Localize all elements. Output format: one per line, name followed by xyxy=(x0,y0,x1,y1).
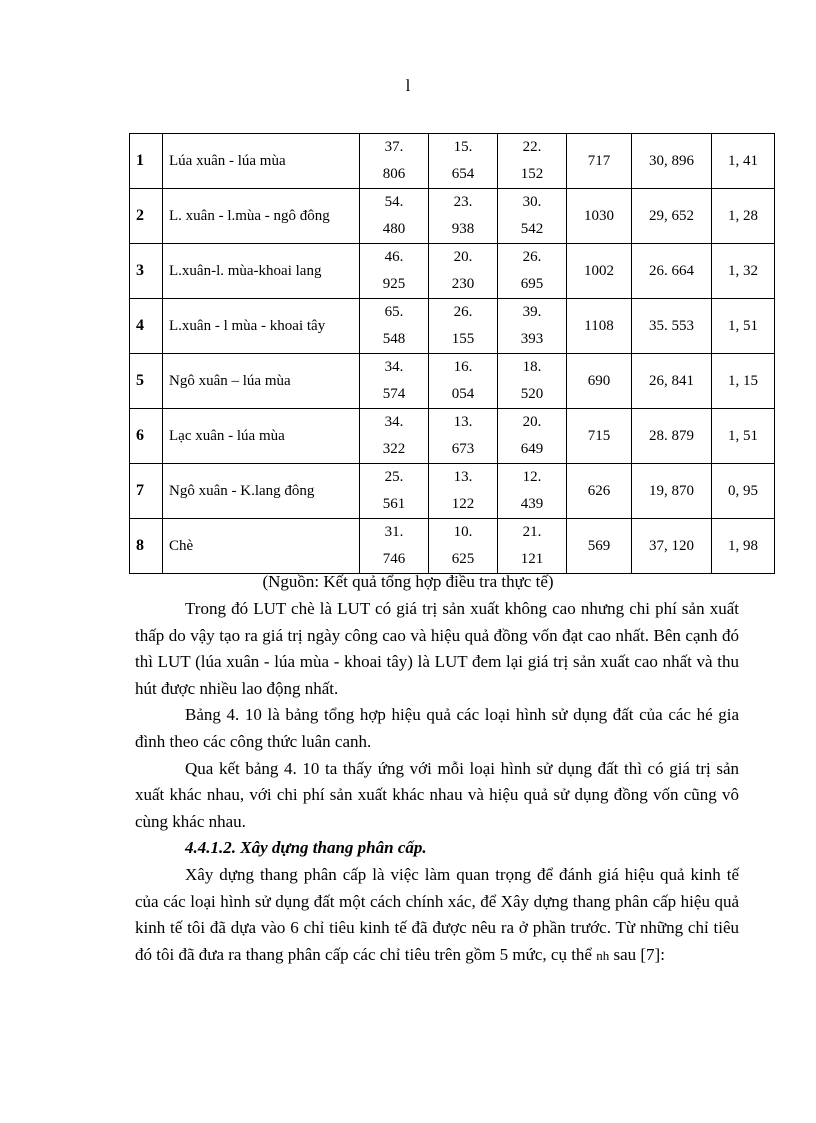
value-gtsx-part: 925 xyxy=(382,276,406,292)
body-text xyxy=(135,596,739,969)
value-cpsx-part: 625 xyxy=(451,551,475,567)
row-number: 5 xyxy=(130,354,163,409)
value-cpsx-part: 155 xyxy=(451,331,475,347)
row-number: 8 xyxy=(130,519,163,574)
value-cpsx-part: 15. xyxy=(453,139,473,155)
capital-efficiency: 1, 32 xyxy=(712,244,775,299)
paragraph-4-text: Xây dựng thang phân cấp là việc làm quan trọng để đánh giá hiệu quả kinh tế của các loại hình sử dụng đất một cách chính xác, để Xây dựng thang phân cấp hiệu quả kinh tế tôi đã dựa vào 6 chỉ tiêu kinh tế đã được nêu ra ở phần trước. Từ những chỉ tiêu đó tôi đã đưa ra thang phân cấp các chỉ tiêu trên gồm 5 mức, cụ thể xyxy=(135,864,739,964)
table-row xyxy=(130,354,775,409)
value-gtsx-part: 34. xyxy=(384,359,404,375)
value-gtgt xyxy=(498,244,567,299)
value-cpsx xyxy=(429,244,498,299)
row-number: 7 xyxy=(130,464,163,519)
value-cpsx xyxy=(429,519,498,574)
value-cpsx xyxy=(429,464,498,519)
value-gtsx-part: 806 xyxy=(382,166,406,182)
table-row xyxy=(130,409,775,464)
value-gtgt xyxy=(498,134,567,189)
value-cpsx-part: 054 xyxy=(451,386,475,402)
value-gtsx-part: 37. xyxy=(384,139,404,155)
value-gtsx xyxy=(360,299,429,354)
paragraph-2: Bảng 4. 10 là bảng tổng hợp hiệu quả các loại hình sử dụng đất của các hé gia đình theo các công thức luân canh. xyxy=(135,705,739,751)
value-gtsx-part: 480 xyxy=(382,221,406,237)
value-gtsx xyxy=(360,134,429,189)
row-number: 3 xyxy=(130,244,163,299)
capital-efficiency: 1, 51 xyxy=(712,409,775,464)
value-gtgt-part: 439 xyxy=(520,496,544,512)
value-gtgt-part: 26. xyxy=(522,249,542,265)
value-per-workday: 26. 664 xyxy=(632,244,712,299)
value-gtsx xyxy=(360,519,429,574)
value-gtgt-part: 695 xyxy=(520,276,544,292)
value-cpsx-part: 122 xyxy=(451,496,475,512)
capital-efficiency: 1, 41 xyxy=(712,134,775,189)
value-per-workday: 19, 870 xyxy=(632,464,712,519)
value-cpsx-part: 20. xyxy=(453,249,473,265)
value-gtgt xyxy=(498,189,567,244)
value-gtgt-part: 520 xyxy=(520,386,544,402)
value-gtsx-part: 25. xyxy=(384,469,404,485)
value-gtsx xyxy=(360,409,429,464)
value-cpsx xyxy=(429,134,498,189)
value-gtgt xyxy=(498,299,567,354)
table-body xyxy=(130,134,775,574)
labor-days: 715 xyxy=(567,409,632,464)
table-row xyxy=(130,519,775,574)
labor-days: 1030 xyxy=(567,189,632,244)
table-row xyxy=(130,134,775,189)
value-per-workday: 37, 120 xyxy=(632,519,712,574)
value-cpsx-part: 13. xyxy=(453,469,473,485)
value-gtgt-part: 649 xyxy=(520,441,544,457)
value-per-workday: 30, 896 xyxy=(632,134,712,189)
paragraph-4-end: sau [7]: xyxy=(613,944,665,964)
value-gtsx xyxy=(360,354,429,409)
row-number: 6 xyxy=(130,409,163,464)
land-use-type: L. xuân - l.mùa - ngô đông xyxy=(163,189,360,244)
land-use-type: L.xuân-l. mùa-khoai lang xyxy=(163,244,360,299)
land-use-type: Chè xyxy=(163,519,360,574)
table-row xyxy=(130,189,775,244)
labor-days: 1002 xyxy=(567,244,632,299)
capital-efficiency: 1, 15 xyxy=(712,354,775,409)
labor-days: 626 xyxy=(567,464,632,519)
row-number: 2 xyxy=(130,189,163,244)
value-gtgt xyxy=(498,354,567,409)
section-heading: 4.4.1.2. Xây dựng thang phân cấp. xyxy=(185,838,427,858)
data-table xyxy=(129,133,775,574)
value-gtsx-part: 561 xyxy=(382,496,406,512)
value-cpsx-part: 654 xyxy=(451,166,475,182)
labor-days: 1108 xyxy=(567,299,632,354)
value-cpsx xyxy=(429,299,498,354)
value-gtsx-part: 46. xyxy=(384,249,404,265)
labor-days: 569 xyxy=(567,519,632,574)
value-gtsx-part: 31. xyxy=(384,524,404,540)
value-cpsx xyxy=(429,354,498,409)
value-gtsx-part: 65. xyxy=(384,304,404,320)
paragraph-4-small: nh xyxy=(596,947,610,963)
land-use-type: L.xuân - l mùa - khoai tây xyxy=(163,299,360,354)
paragraph-3: Qua kết bảng 4. 10 ta thấy ứng với mỗi loại hình sử dụng đất thì có giá trị sản xuất khác nhau, với chi phí sản xuất khác nhau và hiệu quả sử dụng đồng vốn cũng vô cùng khác nhau. xyxy=(135,758,739,831)
value-gtgt-part: 18. xyxy=(522,359,542,375)
value-gtgt-part: 152 xyxy=(520,166,544,182)
labor-days: 717 xyxy=(567,134,632,189)
capital-efficiency: 0, 95 xyxy=(712,464,775,519)
value-gtgt-part: 39. xyxy=(522,304,542,320)
value-gtgt-part: 12. xyxy=(522,469,542,485)
table-row xyxy=(130,244,775,299)
value-gtsx-part: 34. xyxy=(384,414,404,430)
value-gtgt-part: 542 xyxy=(520,221,544,237)
value-gtsx-part: 548 xyxy=(382,331,406,347)
page-number: l xyxy=(405,76,411,95)
value-gtsx xyxy=(360,189,429,244)
land-use-type: Ngô xuân - K.lang đông xyxy=(163,464,360,519)
table-row xyxy=(130,299,775,354)
paragraph-1: Trong đó LUT chè là LUT có giá trị sản xuất không cao nhưng chi phí sản xuất thấp do vậy tạo ra giá trị ngày công cao và hiệu quả đồng vốn đạt cao nhất. Bên cạnh đó thì LUT (lúa xuân - lúa mùa - khoai tây) là LUT đem lại giá trị sản xuất cao nhất và thu hút được nhiều lao động nhất. xyxy=(135,599,739,698)
value-gtgt xyxy=(498,409,567,464)
value-cpsx-part: 13. xyxy=(453,414,473,430)
value-gtsx-part: 746 xyxy=(382,551,406,567)
value-gtsx xyxy=(360,464,429,519)
value-gtgt-part: 22. xyxy=(522,139,542,155)
table-source: (Nguồn: Kết quả tổng hợp điều tra thực tế) xyxy=(262,572,554,591)
value-gtgt-part: 121 xyxy=(520,551,544,567)
labor-days: 690 xyxy=(567,354,632,409)
land-use-type: Lúa xuân - lúa mùa xyxy=(163,134,360,189)
value-gtsx-part: 574 xyxy=(382,386,406,402)
value-gtgt-part: 21. xyxy=(522,524,542,540)
land-use-type: Ngô xuân – lúa mùa xyxy=(163,354,360,409)
value-cpsx-part: 16. xyxy=(453,359,473,375)
value-gtgt-part: 20. xyxy=(522,414,542,430)
row-number: 1 xyxy=(130,134,163,189)
value-gtsx xyxy=(360,244,429,299)
capital-efficiency: 1, 98 xyxy=(712,519,775,574)
value-gtgt-part: 393 xyxy=(520,331,544,347)
value-cpsx-part: 26. xyxy=(453,304,473,320)
value-per-workday: 35. 553 xyxy=(632,299,712,354)
value-per-workday: 29, 652 xyxy=(632,189,712,244)
value-gtgt-part: 30. xyxy=(522,194,542,210)
value-gtsx-part: 54. xyxy=(384,194,404,210)
value-gtgt xyxy=(498,519,567,574)
value-cpsx-part: 230 xyxy=(451,276,475,292)
value-cpsx-part: 673 xyxy=(451,441,475,457)
table-row xyxy=(130,464,775,519)
value-cpsx-part: 938 xyxy=(451,221,475,237)
value-per-workday: 26, 841 xyxy=(632,354,712,409)
value-cpsx xyxy=(429,409,498,464)
land-use-type: Lạc xuân - lúa mùa xyxy=(163,409,360,464)
row-number: 4 xyxy=(130,299,163,354)
paragraph-4 xyxy=(135,862,739,969)
capital-efficiency: 1, 28 xyxy=(712,189,775,244)
value-cpsx-part: 10. xyxy=(453,524,473,540)
value-gtgt xyxy=(498,464,567,519)
value-per-workday: 28. 879 xyxy=(632,409,712,464)
value-cpsx xyxy=(429,189,498,244)
value-cpsx-part: 23. xyxy=(453,194,473,210)
value-gtsx-part: 322 xyxy=(382,441,406,457)
capital-efficiency: 1, 51 xyxy=(712,299,775,354)
